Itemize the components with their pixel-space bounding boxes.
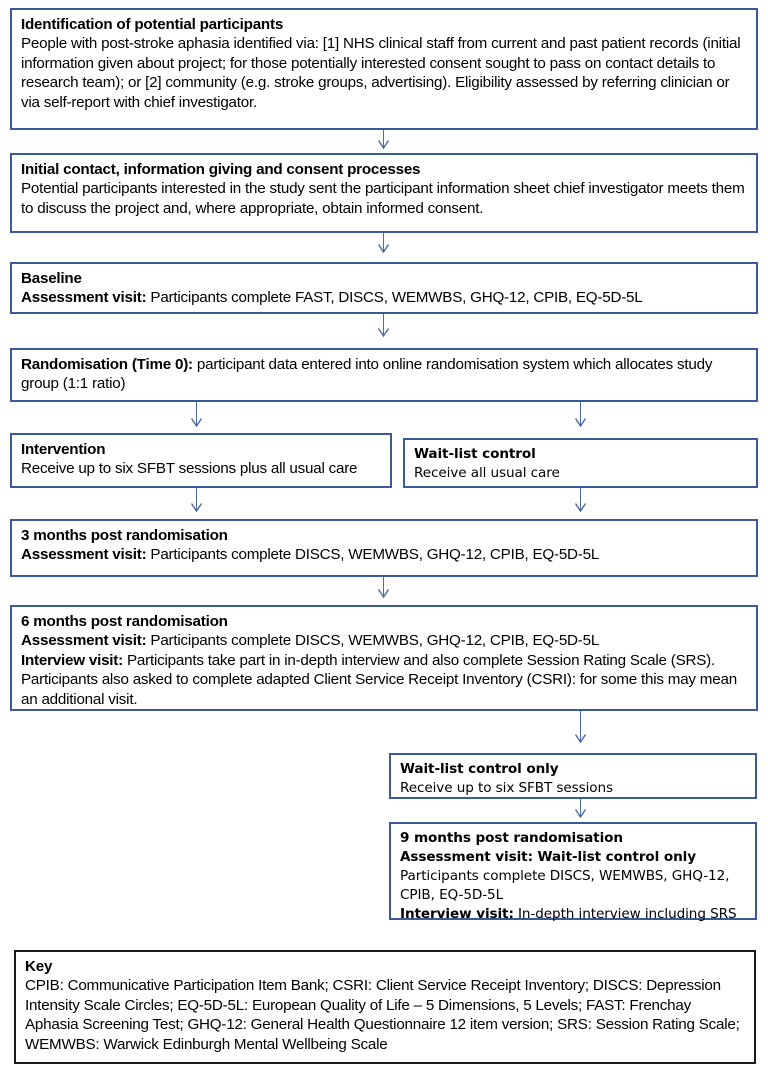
six-months-assessment-label: Assessment visit:	[21, 632, 147, 650]
baseline-assessment-body: Participants complete FAST, DISCS, WEMWBS, GHQ-12, CPIB, EQ-5D-5L	[146, 289, 643, 307]
nine-months-assessment-line: Assessment visit: Wait-list control only	[400, 849, 697, 865]
identification-body: People with post-stroke aphasia identified via: [1] NHS clinical staff from current and past patient records (initial information given about project; for those potentially interested consent sought to pass on contact details to research team); or [2] community (e.g. stroke groups, advertising). Eligibility assessed by referring clinician or via self-report with chief investigator.	[21, 35, 741, 111]
six-months-assessment-body: Participants complete DISCS, WEMWBS, GHQ-12, CPIB, EQ-5D-5L	[146, 632, 600, 650]
baseline-assessment-line	[21, 288, 747, 307]
box-three-months-post-randomisation	[10, 519, 758, 577]
box-wait-list-control	[403, 438, 758, 488]
key-heading: Key	[25, 958, 53, 975]
three-months-assessment-label: Assessment visit:	[21, 546, 147, 564]
nine-months-interview-line	[400, 905, 746, 924]
box-intervention	[10, 433, 392, 488]
six-months-interview-line	[21, 651, 747, 709]
six-months-interview-body: Participants take part in in-depth interview and also complete Session Rating Scale (SRS). Participants also asked to complete adapted Client Service Receipt Inventory (CSRI): for some this may mean an additional visit.	[21, 651, 737, 708]
three-months-assessment-body: Participants complete DISCS, WEMWBS, GHQ-12, CPIB, EQ-5D-5L	[146, 546, 600, 564]
identification-heading: Identification of potential participants	[21, 16, 284, 33]
nine-months-interview-body: In-depth interview including SRS	[513, 906, 737, 922]
initial-contact-body: Potential participants interested in the study sent the participant information sheet chief investigator meets them to discuss the project and, where appropriate, obtain informed consent.	[21, 180, 745, 217]
baseline-assessment-label: Assessment visit:	[21, 289, 147, 307]
arrowhead-three-months-to-six-months	[378, 589, 389, 598]
arrowhead-intervention-to-three-months	[191, 503, 202, 512]
box-six-months-post-randomisation	[10, 605, 758, 711]
arrowhead-baseline-to-randomisation	[378, 328, 389, 337]
nine-months-heading: 9 months post randomisation	[400, 830, 623, 846]
intervention-body: Receive up to six SFBT sessions plus all usual care	[21, 460, 358, 478]
box-identification-of-potential-participants	[10, 8, 758, 130]
wait-list-control-heading: Wait-list control	[414, 446, 536, 462]
intervention-heading: Intervention	[21, 441, 106, 458]
wait-list-control-only-heading: Wait-list control only	[400, 761, 559, 777]
six-months-interview-label: Interview visit:	[21, 651, 123, 669]
six-months-assessment-line	[21, 631, 747, 650]
arrowhead-randomisation-to-intervention	[191, 418, 202, 427]
arrowhead-wait-list-control-to-three-months	[575, 503, 586, 512]
arrowhead-identification-to-initial-contact	[378, 140, 389, 149]
initial-contact-heading: Initial contact, information giving and consent processes	[21, 161, 421, 178]
arrowhead-initial-contact-to-baseline	[378, 244, 389, 253]
baseline-heading: Baseline	[21, 270, 82, 287]
box-randomisation	[10, 348, 758, 402]
wait-list-control-only-body: Receive up to six SFBT sessions	[400, 780, 613, 796]
three-months-assessment-line	[21, 545, 747, 564]
nine-months-interview-label: Interview visit:	[400, 906, 514, 922]
arrowhead-randomisation-to-waitlist-control	[575, 418, 586, 427]
box-initial-contact	[10, 153, 758, 233]
key-body: CPIB: Communicative Participation Item Bank; CSRI: Client Service Receipt Inventory; DISCS: Depression Intensity Scale Circles; EQ-5D-5L: European Quality of Life – 5 Dimensions, 5 Levels; FAST: Frenchay Aphasia Screening Test; GHQ-12: General Health Questionnaire 12 item version; SRS: Session Rating Scale; WEMWBS: Warwick Edinburgh Mental Wellbeing Scale	[25, 977, 740, 1053]
wait-list-control-body: Receive all usual care	[414, 465, 560, 481]
three-months-heading: 3 months post randomisation	[21, 527, 228, 544]
six-months-heading: 6 months post randomisation	[21, 613, 228, 630]
box-nine-months-post-randomisation	[389, 822, 757, 920]
box-key	[14, 950, 756, 1064]
arrowhead-wait-list-only-to-nine-months	[575, 809, 586, 818]
nine-months-body: Participants complete DISCS, WEMWBS, GHQ-12, CPIB, EQ-5D-5L	[400, 868, 730, 903]
randomisation-body: participant data entered into online randomisation system which allocates study group (1:1 ratio)	[21, 356, 713, 393]
randomisation-text	[21, 355, 747, 394]
box-baseline	[10, 262, 758, 314]
box-wait-list-control-only	[389, 753, 757, 799]
arrowhead-six-months-to-wait-list-only	[575, 734, 586, 743]
randomisation-label: Randomisation (Time 0):	[21, 356, 193, 373]
